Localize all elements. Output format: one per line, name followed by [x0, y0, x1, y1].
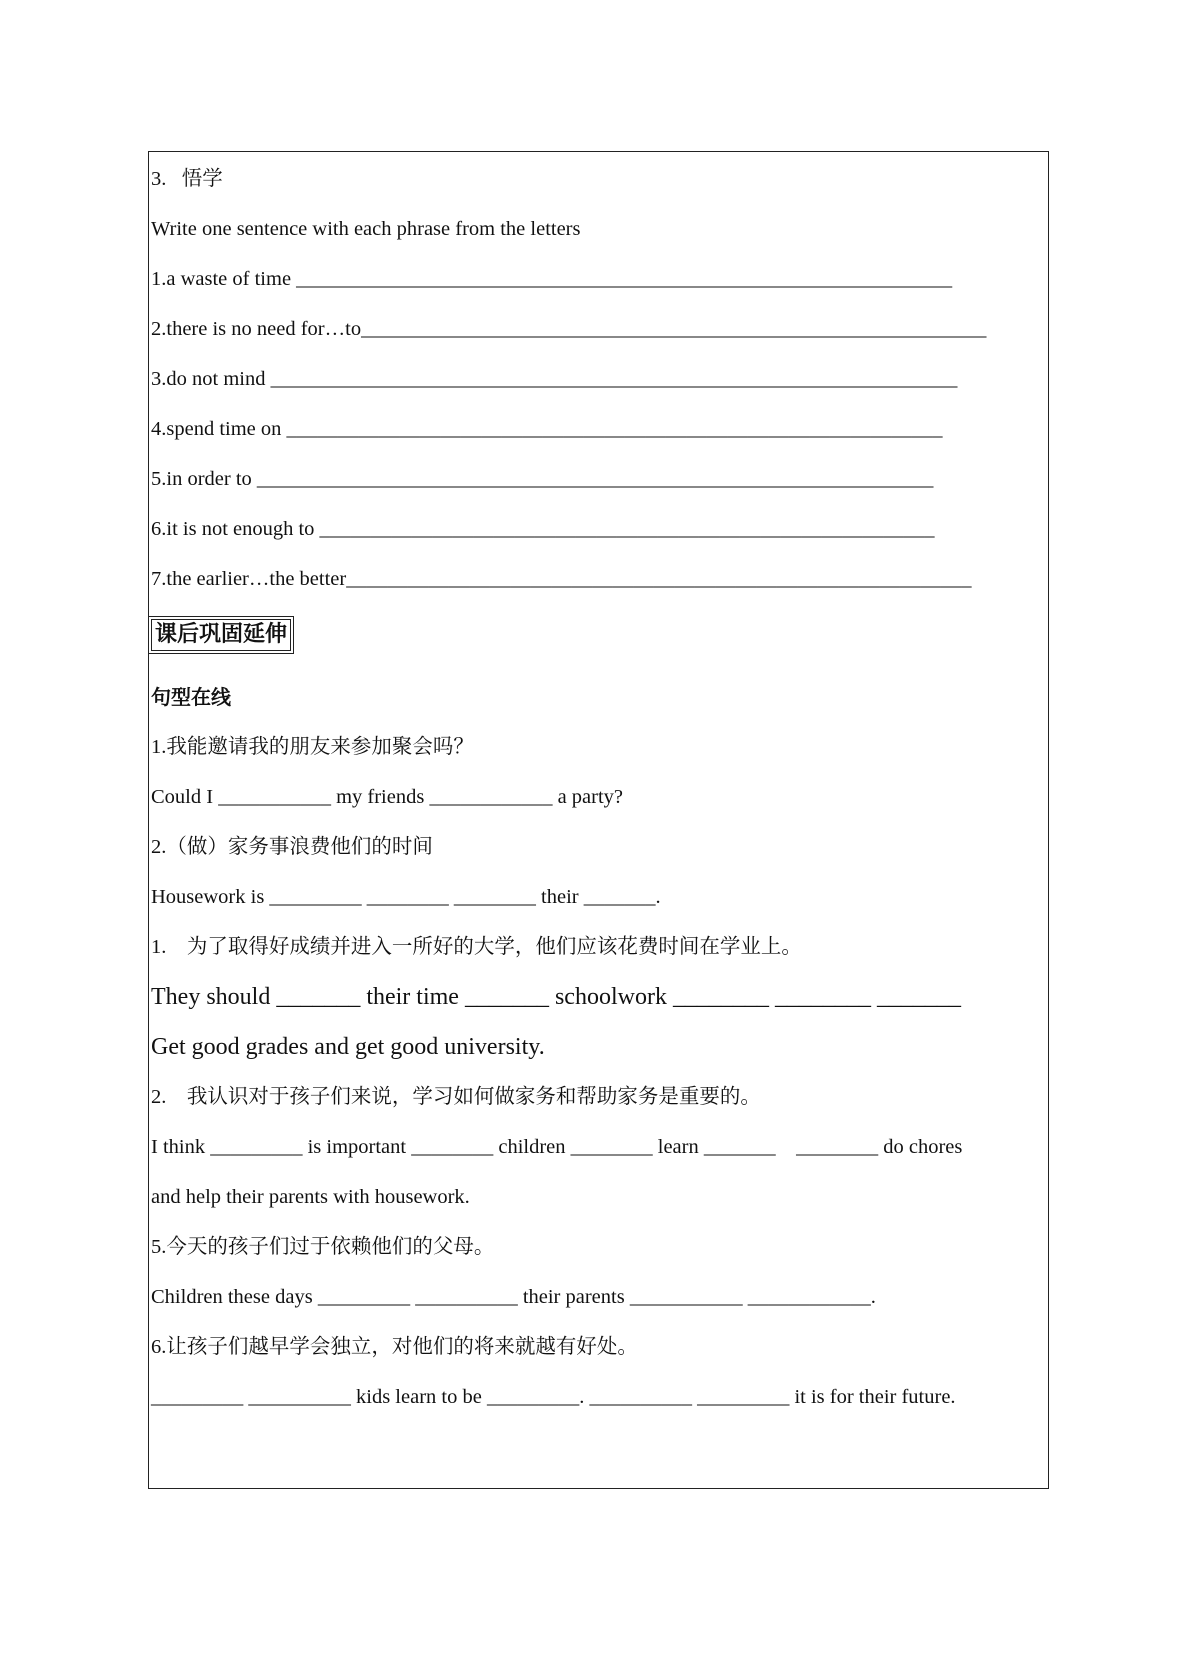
exercise-blank-line: They should _______ their time _______ schoolwork ________ ________ _______ — [151, 984, 961, 1010]
exercise-blank-line: Could I ___________ my friends ____________ a party? — [151, 786, 624, 808]
exercise-prompt: 6.让孩子们越早学会独立，对他们的将来就越有好处。 — [151, 1336, 638, 1358]
exercise-prompt: 2. 我认识对于孩子们来说，学习如何做家务和帮助家务是重要的。 — [151, 1086, 761, 1108]
exercise-blank-line: _________ __________ kids learn to be _________. __________ _________ it is for their future. — [151, 1386, 956, 1408]
exercise-prompt: 1.我能邀请我的朋友来参加聚会吗？ — [151, 736, 474, 758]
exercise-prompt: 2.（做）家务事浪费他们的时间 — [151, 836, 433, 858]
exercise-prompt: 1. 为了取得好成绩并进入一所好的大学，他们应该花费时间在学业上。 — [151, 936, 802, 958]
exercise-blank-line: I think _________ is important ________ children ________ learn _______ ________ do chores — [151, 1136, 963, 1158]
exercise-text-line: Get good grades and get good university. — [151, 1034, 545, 1060]
phrase-item: 6.it is not enough to ____________________________________________________________ — [151, 518, 935, 540]
phrase-item: 1.a waste of time ________________________________________________________________ — [151, 268, 953, 290]
exercise-blank-line: Housework is _________ ________ ________ their _______. — [151, 886, 661, 908]
instruction-text: Write one sentence with each phrase from the letters — [151, 218, 581, 240]
phrase-item: 2.there is no need for…to_____________________________________________________________ — [151, 318, 987, 340]
phrase-item: 7.the earlier…the better_____________________________________________________________ — [151, 568, 972, 590]
exercise-prompt: 5.今天的孩子们过于依赖他们的父母。 — [151, 1236, 495, 1258]
phrase-item: 5.in order to __________________________________________________________________ — [151, 468, 934, 490]
sentence-pattern-subtitle: 句型在线 — [151, 685, 231, 709]
after-class-title: 课后巩固延伸 — [151, 619, 291, 651]
phrase-item: 3.do not mind ___________________________________________________________________ — [151, 368, 958, 390]
exercise-text-line: and help their parents with housework. — [151, 1186, 470, 1208]
section-heading: 3. 悟学 — [151, 168, 223, 190]
exercise-blank-line: Children these days _________ __________ their parents ___________ ____________. — [151, 1286, 876, 1308]
phrase-item: 4.spend time on ________________________________________________________________ — [151, 418, 943, 440]
